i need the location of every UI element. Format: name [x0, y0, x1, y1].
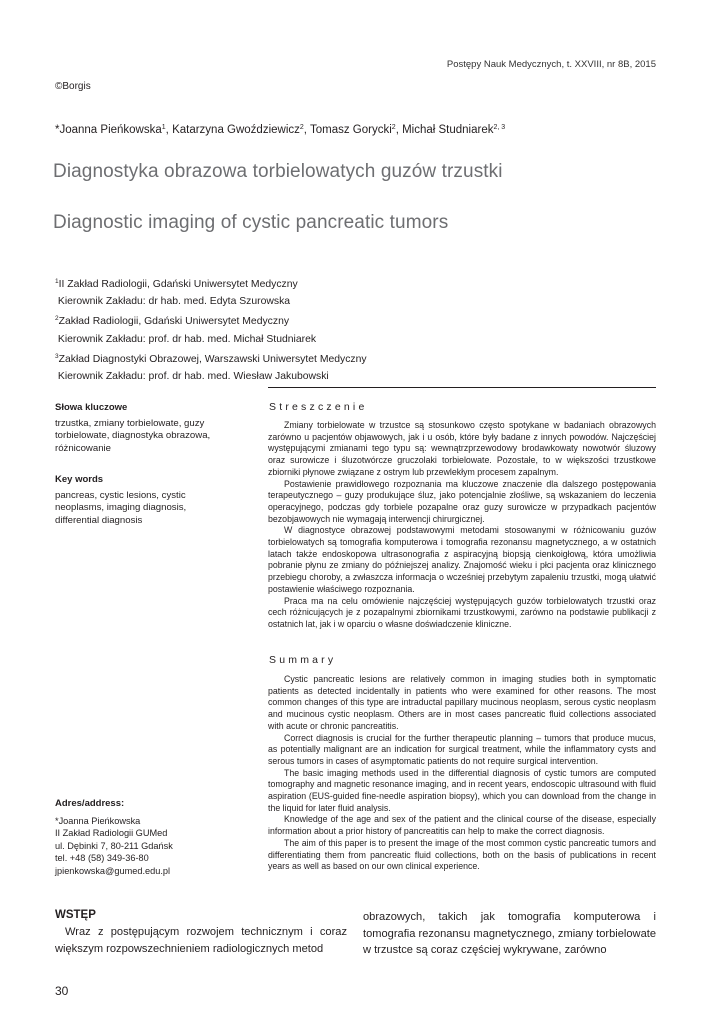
affiliation-line	[55, 368, 367, 385]
address-line: II Zakład Radiologii GUMed	[55, 828, 168, 839]
address-line: ul. Dębinki 7, 80-211 Gdańsk	[55, 840, 173, 851]
affiliations	[55, 273, 367, 385]
affiliation-text: Zakład Radiologii, Gdański Uniwersytet Medyczny	[58, 316, 290, 328]
author-name: *Joanna Pieńkowska	[55, 124, 162, 136]
streszczenie-body	[268, 420, 656, 631]
article-title-polish: Diagnostyka obrazowa torbielowatych guzów trzustki	[53, 161, 503, 182]
author-affiliation-mark: 2	[391, 124, 396, 131]
affiliation-line	[55, 273, 367, 293]
address-line: tel. +48 (58) 349-36-80	[55, 853, 149, 864]
affiliation-text: Kierownik Zakładu: prof. dr hab. med. Wiesław Jakubowski	[57, 371, 329, 383]
body-column-right: obrazowych, takich jak tomografia komputerowa i tomografia rezonansu magnetycznego, zmiany torbielowate w trzustce są coraz częściej wykrywane, zarówno	[363, 911, 656, 956]
summary-body	[268, 674, 656, 873]
keywords-pl-list	[55, 418, 210, 455]
address-line: jpienkowska@gumed.edu.pl	[55, 865, 171, 876]
summary-heading: Summary	[269, 654, 337, 666]
affiliation-line	[55, 293, 367, 310]
abstract-paragraph: Cystic pancreatic lesions are relatively common in imaging studies both in symptomatic patients as detected incidentally in patients who were examined for other reasons. The most common changes of this type are intraductal papillary mucinous neoplasm, serous cystic neoplasm and mucinous cystic neoplasm. Others are in most cases pancreatic fluid collections associated with acute or chronic pancreatitis.	[268, 674, 656, 731]
address-line: *Joanna Pieńkowska	[55, 816, 141, 826]
journal-citation: Postępy Nauk Medycznych, t. XXVIII, nr 8B, 2015	[446, 59, 656, 70]
affiliation-mark: 2	[55, 315, 59, 323]
streszczenie-heading: Streszczenie	[269, 401, 368, 413]
affiliation-text: Zakład Diagnostyki Obrazowej, Warszawski Uniwersytet Medyczny	[58, 353, 367, 365]
keywords-en-list	[55, 490, 186, 527]
keywords-pl-heading: Słowa kluczowe	[55, 402, 128, 413]
affiliation-line	[55, 331, 367, 348]
abstract-paragraph: Knowledge of the age and sex of the patient and the clinical course of the disease, especially information about a prior history of pancreatitis can help to make the correct diagnosis.	[268, 814, 656, 837]
introduction-heading: WSTĘP	[55, 909, 96, 921]
affiliation-text: Kierownik Zakładu: dr hab. med. Edyta Szurowska	[57, 296, 291, 308]
abstract-paragraph: Correct diagnosis is crucial for the further therapeutic planning – tumors that produce mucus, as potentially malignant are an indication for surgical treatment, while the inflammatory cysts and serous tumors in cases of asymptomatic patients do not require surgical intervention.	[268, 732, 656, 766]
address-block	[55, 815, 173, 877]
author-name: Michał Studniarek	[402, 124, 494, 136]
keywords-en-heading: Key words	[55, 474, 104, 485]
keywords-line: pancreas, cystic lesions, cystic	[55, 490, 186, 501]
author-name: Katarzyna Gwoździewicz	[172, 124, 300, 136]
keywords-line: torbielowate, diagnostyka obrazowa,	[55, 430, 211, 442]
abstract-paragraph: Postawienie prawidłowego rozpoznania ma kluczowe znaczenie dla dalszego postępowania terapeutycznego – guzy produkujące śluz, jako potencjalnie złośliwe, są wskazaniem do leczenia operacyjnego, podczas gdy torbiele pozapalne oraz guzy surowicze w przypadkach pacjentów bezobjawowych nie wymagają interwencji chirurgicznej.	[268, 478, 656, 524]
keywords-line: różnicowanie	[55, 442, 111, 454]
author-name: Tomasz Gorycki	[309, 124, 392, 136]
keywords-line: trzustka, zmiany torbielowate, guzy	[55, 418, 205, 429]
affiliation-line	[55, 348, 367, 368]
abstract-paragraph: W diagnostyce obrazowej podstawowymi metodami stosowanymi w różnicowaniu guzów torbielowatych są tomografia komputerowa i tomografia rezonansu magnetycznego, a w ostatnich latach także endoskopowa ultrasonografia z aspiracyjną biopsją cienkoigłową, która umożliwia pobranie płynu ze zmiany do późniejszej analizy. Znajomość wieku i płci pacjenta oraz klinicznego przebiegu choroby, a zwłaszcza informacja o wcześniej przebytym zapaleniu trzustki, mogą ułatwić postawienie właściwego rozpoznania.	[268, 525, 656, 594]
section-divider	[268, 387, 656, 388]
affiliation-mark: 1	[55, 278, 59, 285]
body-column-left: Wraz z postępującym rozwojem technicznym i coraz większym rozpowszechnieniem radiologicznych metod	[55, 926, 347, 955]
author-list: *Joanna Pieńkowska$^1$, Katarzyna Gwoździewicz$^2$, Tomasz Gorycki$^2$, Michał Studniarek$^{2, 3}$	[55, 124, 506, 136]
affiliation-mark: 3	[55, 352, 59, 360]
page-number: 30	[55, 984, 69, 998]
author-affiliation-mark: 2, 3	[493, 124, 506, 131]
article-title-english: Diagnostic imaging of cystic pancreatic tumors	[53, 212, 449, 233]
affiliation-text: II Zakład Radiologii, Gdański Uniwersytet Medyczny	[58, 279, 298, 290]
affiliation-line	[55, 310, 367, 330]
author-affiliation-mark: 2	[299, 124, 304, 131]
keywords-line: neoplasms, imaging diagnosis,	[55, 502, 187, 514]
abstract-paragraph: Praca ma na celu omówienie najczęściej występujących guzów torbielowatych trzustki oraz cech różnicujących je z pozapalnymi zbiornikami trzustkowymi, zarówno na podstawie publikacji z ostatnich lat, jak i w oparciu o własne doświadczenie kliniczne.	[268, 595, 656, 629]
address-heading: Adres/address:	[55, 798, 125, 809]
abstract-paragraph: Zmiany torbielowate w trzustce są stosunkowo często spotykane w badaniach obrazowych zarówno u pacjentów objawowych, jak i u osób, które były badane z innych powodów. Najczęściej występującymi zmianami tego typu są: wewnątrzprzewodowy brodawkowaty nowotwór śluzowy oraz surowicze i śluzotwórcze gruczolaki torbielowate. Pozostałe, to w większości trzustkowe zbiorniki płynowe związane z ostrym lub przewlekłym procesem zapalnym.	[268, 420, 656, 477]
abstract-paragraph: The aim of this paper is to present the image of the most common cystic pancreatic tumors and differentiating them from pancreatic fluid collections, both on the basis of publications in recent years as well as based on our own clinical experience.	[268, 837, 656, 872]
affiliation-text: Kierownik Zakładu: prof. dr hab. med. Michał Studniarek	[57, 333, 317, 345]
publisher-mark: ©Borgis	[55, 81, 91, 92]
abstract-paragraph: The basic imaging methods used in the differential diagnosis of cystic tumors are computed tomography and magnetic resonance imaging, and in recent years, endoscopic ultrasound with fluid aspiration (EUS-guided fine-needle aspiration biopsy), which you can download from the change in the liquid for later fluid analysis.	[268, 767, 656, 813]
author-affiliation-mark: 1	[161, 124, 166, 131]
keywords-line: differential diagnosis	[55, 514, 143, 526]
